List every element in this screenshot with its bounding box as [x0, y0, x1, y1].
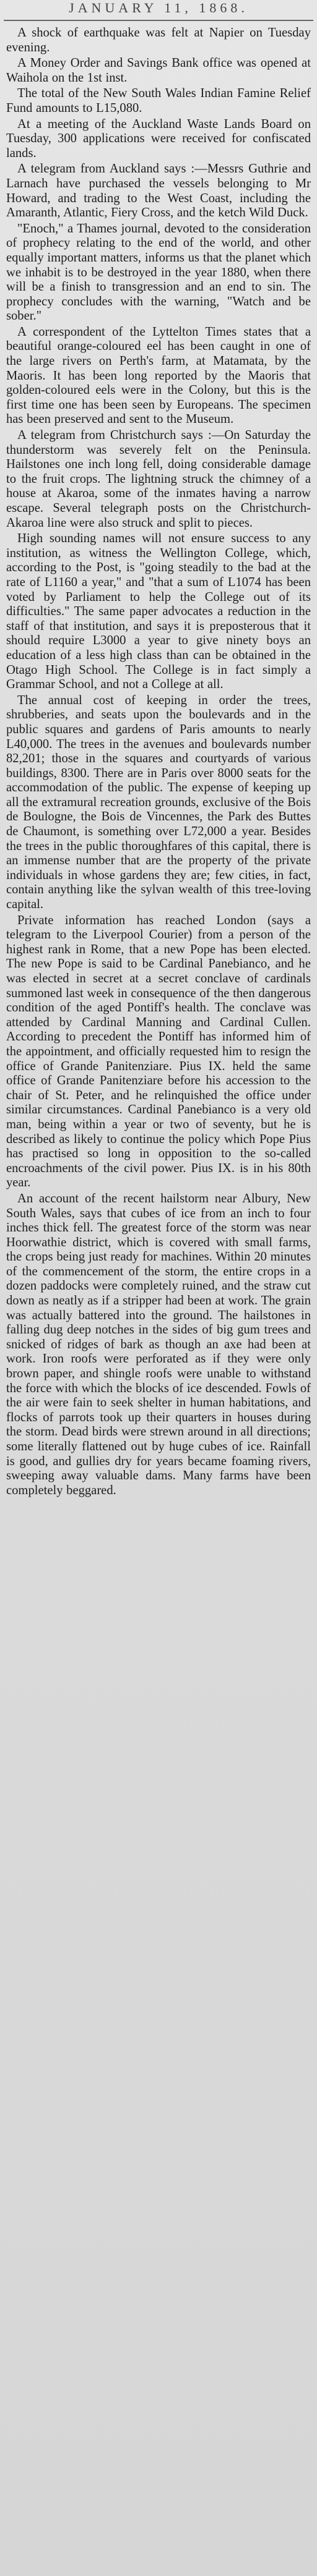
news-item: A telegram from Christchurch says :—On Saturday the thunderstorm was severely felt on the Peninsula. Hailstones one inch long fell, doing considerable damage to the fruit crops. The lightning struck the chimney of a house at Akaroa, some of the inmates having a narrow escape. Several telegraph posts on the Christchurch-Akaroa line were also struck and split to pieces. [6, 428, 311, 530]
news-column [0, 21, 317, 1498]
news-item: At a meeting of the Auckland Waste Lands Board on Tuesday, 300 applications were received for confiscated lands. [6, 117, 311, 160]
news-item: A Money Order and Savings Bank office was opened at Waihola on the 1st inst. [6, 56, 311, 85]
news-item: A telegram from Auckland says :—Messrs Guthrie and Larnach have purchased the vessels belonging to Mr Howard, and trading to the West Coast, including the Amaranth, Atlantic, Fiery Cross, and the ketch Wild Duck. [6, 162, 311, 220]
page-masthead: JANUARY 11, 1868. [4, 0, 313, 21]
news-item: "Enoch," a Thames journal, devoted to the consideration of prophecy relating to the end of the world, and other equally important matters, informs us that the planet which we inhabit is to be destroyed in the year 1880, when there will be a finish to transgression and an end to sin. The prophecy concludes with the warning, "Watch and be sober." [6, 221, 311, 323]
news-item: A shock of earthquake was felt at Napier on Tuesday evening. [6, 26, 311, 54]
news-item: A correspondent of the Lyttelton Times states that a beautiful orange-coloured eel has been caught in one of the large rivers on Perth's farm, at Matamata, by the Maoris. It has been long reported by the Maoris that golden-coloured eels were in the Colony, but this is the first time one has been seen by Europeans. The specimen has been preserved and sent to the Museum. [6, 325, 311, 427]
news-item: The total of the New South Wales Indian Famine Relief Fund amounts to L15,080. [6, 87, 311, 115]
news-item: High sounding names will not ensure success to any institution, as witness the Wellington College, which, according to the Post, is "going steadily to the bad at the rate of L1160 a year," and "that a sum of L1074 has been voted by Parliament to help the College out of its difficulties." The same paper advocates a reduction in the staff of that institution, and says it is preposterous that it should require L3000 a year to give ninety boys an education of a less high class than can be obtained in the Otago High School. The College is in fact simply a Grammar School, and not a College at all. [6, 532, 311, 692]
news-item: An account of the recent hailstorm near Albury, New South Wales, says that cubes of ice from an inch to four inches thick fell. The greatest force of the storm was near Hoorwathie district, which is covered with small farms, the crops being just ready for machines. Within 20 minutes of the commencement of the storm, the entire crops in a dozen paddocks were completely ruined, and the straw cut down as neatly as if a stripper had been at work. The grain was actually battered into the ground. The hailstones in falling dug deep notches in the sides of big gum trees and snicked of ridges of bark as though an axe had been at work. Iron roofs were perforated as if they were only brown paper, and shingle roofs were unable to withstand the force with which the blocks of ice descended. Fowls of the air were fain to seek shelter in human habitations, and flocks of parrots took up their quarters in houses during the storm. Dead birds were strewn around in all directions; some literally flattened out by huge cubes of ice. Rainfall is good, and gullies dry for years became foaming rivers, sweeping away valuable dams. Many farms have been completely beggared. [6, 1191, 311, 1497]
news-item: The annual cost of keeping in order the trees, shrubberies, and seats upon the boulevards and in the public squares and gardens of Paris amounts to nearly L40,000. The trees in the avenues and boulevards number 82,201; those in the squares and courtyards of various buildings, 8300. There are in Paris over 8000 seats for the accommodation of the public. The expense of keeping up all the extramural recreation grounds, exclusive of the Bois de Boulogne, the Bois de Vincennes, the Park des Buttes de Chaumont, is something over L72,000 a year. Besides the trees in the public thoroughfares of this capital, there is an immense number that are the property of the private individuals in whose gardens they are; few cities, in fact, contain anything like the sylvan wealth of this tree-loving capital. [6, 693, 311, 912]
news-item: Private information has reached London (says a telegram to the Liverpool Courier) from a person of the highest rank in Rome, that a new Pope has been elected. The new Pope is said to be Cardinal Panebianco, and he was elected in secret at a secret conclave of cardinals summoned last week in consequence of the then dangerous condition of the aged Pontiff's health. The conclave was attended by Cardinal Manning and Cardinal Cullen. According to precedent the Pontiff has informed him of the appointment, and officially requested him to resign the office of Grande Panitenziare. Pius IX. held the same office of Grande Panitenziare before his accession to the chair of St. Peter, and he relinquished the office under similar circumstances. Cardinal Panebianco is a very old man, being within a year or two of seventy, but he is described as likely to continue the policy which Pope Pius has practised so long in opposition to the so-called encroachments of the civil power. Pius IX. is in his 80th year. [6, 913, 311, 1190]
